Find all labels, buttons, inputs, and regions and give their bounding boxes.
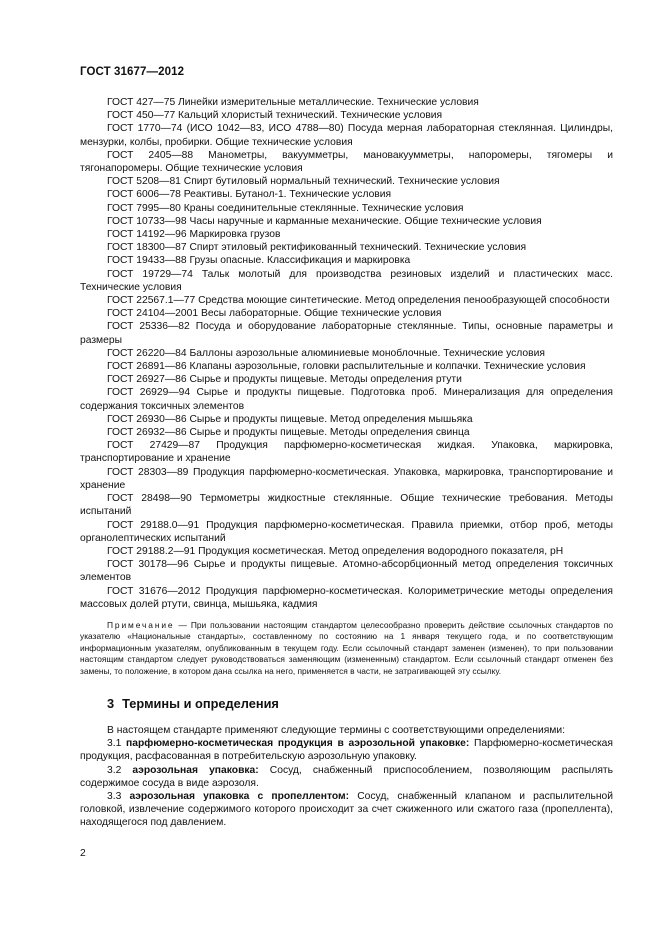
reference-item: ГОСТ 5208—81 Спирт бутиловый нормальный технический. Технические условия: [107, 176, 500, 188]
reference-item: ГОСТ 26891—86 Клапаны аэрозольные, головки распылительные и колпачки. Технические условия: [107, 361, 586, 373]
reference-item: ГОСТ 26930—86 Сырье и продукты пищевые. Метод определения мышьяка: [107, 413, 473, 425]
note-text: — При пользовании настоящим стандартом целесообразно проверить действие ссылочных стандартов по указателю «Национальные стандарты», составленному по состоянию на 1 января текущего года, и по соответствующим информационным указателям, опубликованным в текущем году. Если ссылочный стандарт заменен (изменен), то при пользовании настоящим стандартом следует руководствоваться заменяющим (измененным) стандартом. Если ссылочный стандарт отменен без замены, то положение, в котором дана ссылка на него, применяется в части, не затрагивающей эту ссылку.: [80, 619, 613, 676]
reference-item: ГОСТ 19729—74 Тальк молотый для производства резиновых изделий и пластических масс. Технические условия: [80, 268, 613, 293]
definition-term: аэрозольная упаковка:: [132, 764, 259, 776]
page-header: ГОСТ 31677—2012: [80, 66, 185, 78]
reference-item: ГОСТ 26929—94 Сырье и продукты пищевые. Подготовка проб. Минерализация для определения содержания токсичных элементов: [80, 387, 613, 412]
reference-item: ГОСТ 26927—86 Сырье и продукты пищевые. Методы определения ртути: [107, 374, 462, 386]
reference-item: ГОСТ 26932—86 Сырье и продукты пищевые. Методы определения свинца: [107, 427, 470, 439]
definition-term: парфюмерно-косметическая продукция в аэрозольной упаковке:: [126, 738, 470, 750]
definition-item: [80, 737, 613, 763]
reference-item: ГОСТ 30178—96 Сырье и продукты пищевые. Атомно-абсорбционный метод определения токсичных элементов: [80, 559, 613, 584]
reference-item: ГОСТ 10733—98 Часы наручные и карманные механические. Общие технические условия: [107, 215, 542, 227]
reference-item: ГОСТ 1770—74 (ИСО 1042—83, ИСО 4788—80) Посуда мерная лабораторная стеклянная. Цилиндры, мензурки, колбы, пробирки. Общие технические условия: [80, 123, 613, 148]
definition-item: [80, 790, 613, 830]
page-number: 2: [80, 848, 86, 859]
note-label: Примечание: [107, 619, 175, 630]
definition-text: Сосуд, снабженный приспособлением, позволяющим распылять содержимое сосуда в виде аэрозоля.: [80, 764, 613, 789]
reference-item: ГОСТ 19433—88 Грузы опасные. Классификация и маркировка: [107, 255, 411, 267]
section-title: Термины и определения: [122, 695, 279, 711]
definition-text: Парфюмерно-косметическая продукция, расфасованная в потребительскую аэрозольную упаковку.: [80, 738, 613, 763]
reference-item: ГОСТ 7995—80 Краны соединительные стеклянные. Технические условия: [107, 202, 464, 214]
reference-item: ГОСТ 450—77 Кальций хлористый технический. Технические условия: [107, 110, 443, 122]
reference-item: ГОСТ 28303—89 Продукция парфюмерно-косметическая. Упаковка, маркировка, транспортирование и хранение: [80, 466, 613, 491]
definition-number: 3.1: [107, 738, 122, 750]
reference-item: ГОСТ 6006—78 Реактивы. Бутанол-1. Технические условия: [107, 189, 392, 201]
reference-item: ГОСТ 2405—88 Манометры, вакуумметры, мановакуумметры, напоромеры, тягомеры и тягонапоромеры. Общие технические условия: [80, 149, 613, 175]
definition-term: аэрозольная упаковка с пропеллентом:: [129, 790, 350, 802]
reference-item: ГОСТ 18300—87 Спирт этиловый ректификованный технический. Технические условия: [107, 242, 527, 254]
section-number: 3: [107, 695, 115, 711]
references-list: [80, 96, 613, 611]
section-intro: В настоящем стандарте применяют следующие термины с соответствующими определениями:: [107, 724, 565, 736]
reference-item: ГОСТ 29188.2—91 Продукция косметическая. Метод определения водородного показателя, pH: [107, 545, 564, 557]
reference-item: ГОСТ 29188.0—91 Продукция парфюмерно-косметическая. Правила приемки, отбор проб, методы органолептических испытаний: [80, 519, 613, 544]
section-heading: [107, 696, 613, 712]
reference-item: ГОСТ 14192—96 Маркировка грузов: [107, 229, 281, 241]
reference-item: ГОСТ 427—75 Линейки измерительные металлические. Технические условия: [107, 97, 479, 108]
reference-item: ГОСТ 22567.1—77 Средства моющие синтетические. Метод определения пенообразующей способности: [107, 295, 610, 307]
reference-item: ГОСТ 25336—82 Посуда и оборудование лабораторные стеклянные. Типы, основные параметры и размеры: [80, 321, 613, 346]
definition-item: [80, 764, 613, 790]
reference-item: ГОСТ 26220—84 Баллоны аэрозольные алюминиевые моноблочные. Технические условия: [107, 347, 545, 359]
reference-item: ГОСТ 28498—90 Термометры жидкостные стеклянные. Общие технические требования. Методы испытаний: [80, 493, 613, 518]
definition-number: 3.3: [107, 790, 122, 802]
reference-item: ГОСТ 24104—2001 Весы лабораторные. Общие технические условия: [107, 308, 442, 320]
reference-item: ГОСТ 31676—2012 Продукция парфюмерно-косметическая. Колориметрические методы определения массовых долей ртути, свинца, мышьяка, кадмия: [80, 585, 613, 610]
reference-item: ГОСТ 27429—87 Продукция парфюмерно-косметическая жидкая. Упаковка, маркировка, транспортирование и хранение: [80, 440, 613, 465]
definition-number: 3.2: [107, 764, 122, 776]
definition-text: Сосуд, снабженный клапаном и распылительной головкой, извлечение содержимого которого происходит за счет сжиженного или сжатого газа (пропеллента), находящегося под давлением.: [80, 790, 613, 829]
document-body: [80, 96, 613, 830]
note-paragraph: [80, 620, 613, 677]
